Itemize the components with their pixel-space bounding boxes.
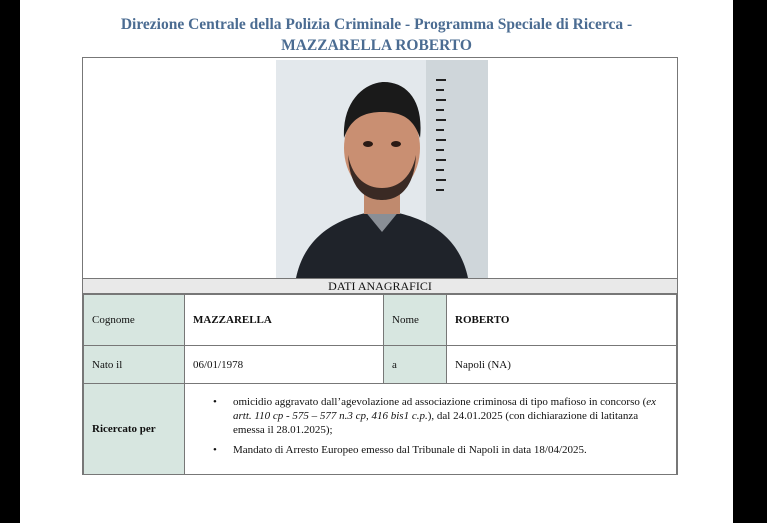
crime-2-text: Mandato di Arresto Europeo emesso dal Tribunale di Napoli in data 18/04/2025.: [233, 444, 587, 456]
bullet-icon: •: [213, 444, 217, 456]
list-item: [213, 443, 668, 457]
crime-1-articles: ex artt. 110 cp - 575 – 577 n.3 cp, 416 bis1 c.p.: [233, 396, 657, 422]
list-item: [213, 395, 668, 437]
document-title: [10, 14, 743, 56]
wanted-card: [82, 57, 678, 475]
nato-value: 06/01/1978: [185, 346, 384, 384]
cognome-value: MAZZARELLA: [185, 295, 384, 346]
crime-1-text: omicidio aggravato dall’agevolazione ad associazione criminosa di tipo mafioso in concorso (: [233, 396, 647, 408]
nome-label: Nome: [384, 295, 447, 346]
table-row: [84, 384, 677, 475]
document-page: [20, 0, 733, 523]
luogo-value: Napoli (NA): [447, 346, 677, 384]
section-header: DATI ANAGRAFICI: [83, 278, 677, 294]
nato-label: Nato il: [84, 346, 185, 384]
crime-1-rest: ), dal 24.01.2025 (con dichiarazione di latitanza emessa il 28.01.2025);: [233, 410, 639, 436]
a-label: a: [384, 346, 447, 384]
mugshot-photo: [276, 60, 488, 278]
personal-data-table: [83, 294, 677, 475]
mugshot-image: [276, 60, 488, 278]
title-line-2: MAZZARELLA ROBERTO: [281, 37, 472, 54]
table-row: [84, 346, 677, 384]
crimes-cell: [185, 384, 677, 475]
crimes-list: [193, 395, 668, 457]
nome-value: ROBERTO: [447, 295, 677, 346]
table-row: [84, 295, 677, 346]
title-line-1: Direzione Centrale della Polizia Criminale - Programma Speciale di Ricerca -: [120, 16, 633, 33]
cognome-label: Cognome: [84, 295, 185, 346]
ricercato-label: Ricercato per: [84, 384, 185, 475]
bullet-icon: •: [213, 396, 217, 408]
